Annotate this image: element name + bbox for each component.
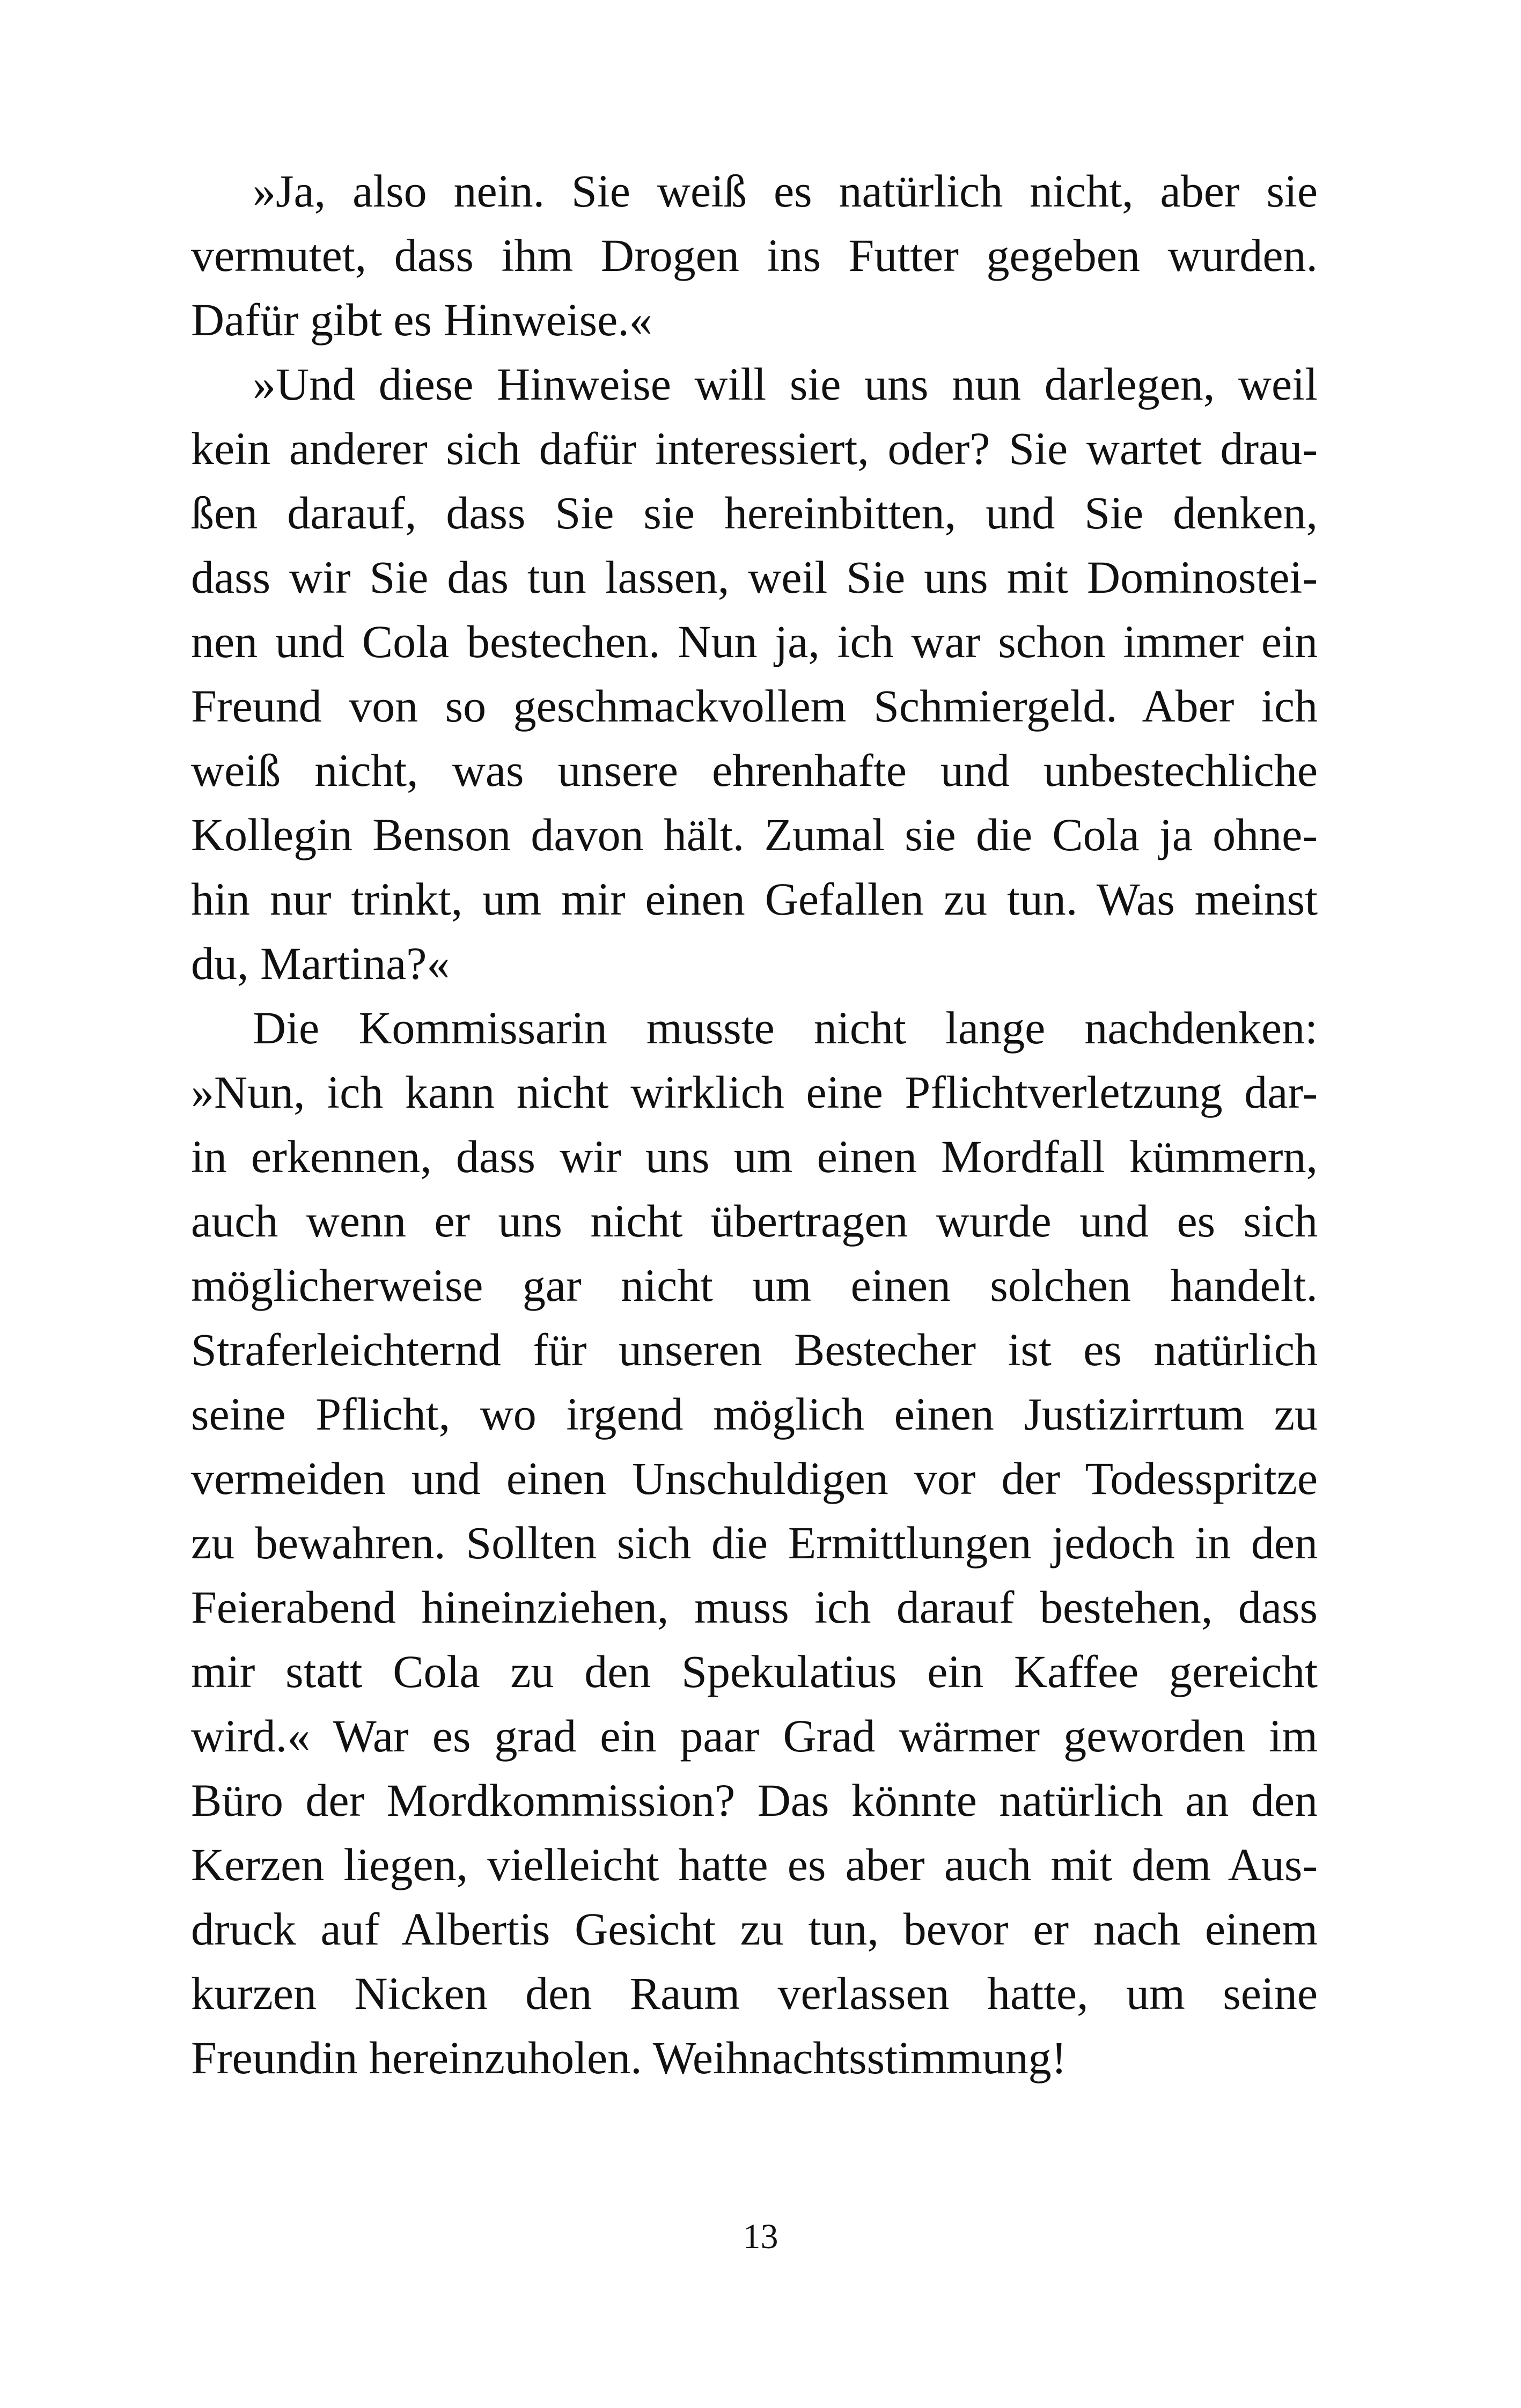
- text-line: kurzen Nicken den Raum verlassen hatte, um seine: [191, 1968, 1318, 2019]
- text-line: ßen darauf, dass Sie sie hereinbitten, und Sie denken,: [191, 487, 1318, 539]
- text-line: »Ja, also nein. Sie weiß es natürlich nicht, aber sie: [253, 165, 1318, 217]
- text-line: »Nun, ich kann nicht wirklich eine Pflichtverletzung dar-: [191, 1066, 1318, 1118]
- text-line: auch wenn er uns nicht übertragen wurde und es sich: [191, 1195, 1318, 1247]
- text-line: vermeiden und einen Unschuldigen vor der Todesspritze: [191, 1453, 1318, 1504]
- page-number: 13: [743, 2217, 778, 2256]
- text-line: Büro der Mordkommission? Das könnte natürlich an den: [191, 1774, 1318, 1826]
- text-line: Freund von so geschmackvollem Schmiergeld. Aber ich: [191, 680, 1318, 732]
- text-line: Dafür gibt es Hinweise.«: [191, 294, 652, 345]
- text-line: Freundin hereinzuholen. Weihnachtsstimmung!: [191, 2032, 1067, 2083]
- text-line: dass wir Sie das tun lassen, weil Sie uns mit Dominostei-: [191, 551, 1318, 603]
- text-line: »Und diese Hinweise will sie uns nun darlegen, weil: [253, 358, 1318, 410]
- text-line: wird.« War es grad ein paar Grad wärmer geworden im: [191, 1710, 1318, 1762]
- text-line: nen und Cola bestechen. Nun ja, ich war schon immer ein: [191, 616, 1318, 667]
- text-line: mir statt Cola zu den Spekulatius ein Kaffee gereicht: [191, 1646, 1318, 1697]
- text-line: du, Martina?«: [191, 938, 450, 989]
- text-line: Kerzen liegen, vielleicht hatte es aber auch mit dem Aus-: [191, 1839, 1318, 1890]
- text-line: Straferleichternd für unseren Bestecher ist es natürlich: [191, 1324, 1318, 1375]
- body-text: [191, 159, 1318, 2090]
- text-line: Die Kommissarin musste nicht lange nachdenken:: [253, 1002, 1318, 1054]
- text-line: vermutet, dass ihm Drogen ins Futter gegeben wurden.: [191, 230, 1318, 281]
- text-line: Kollegin Benson davon hält. Zumal sie die Cola ja ohne-: [191, 809, 1318, 860]
- text-line: zu bewahren. Sollten sich die Ermittlungen jedoch in den: [191, 1517, 1318, 1568]
- text-line: weiß nicht, was unsere ehrenhafte und unbestechliche: [191, 745, 1318, 796]
- text-line: hin nur trinkt, um mir einen Gefallen zu tun. Was meinst: [191, 873, 1318, 925]
- text-line: möglicherweise gar nicht um einen solchen handelt.: [191, 1260, 1318, 1311]
- text-line: Feierabend hineinziehen, muss ich darauf bestehen, dass: [191, 1581, 1318, 1633]
- text-line: druck auf Albertis Gesicht zu tun, bevor er nach einem: [191, 1903, 1318, 1955]
- text-line: seine Pflicht, wo irgend möglich einen Justizirrtum zu: [191, 1388, 1318, 1440]
- text-line: kein anderer sich dafür interessiert, oder? Sie wartet drau-: [191, 423, 1318, 474]
- text-line: in erkennen, dass wir uns um einen Mordfall kümmern,: [191, 1131, 1318, 1182]
